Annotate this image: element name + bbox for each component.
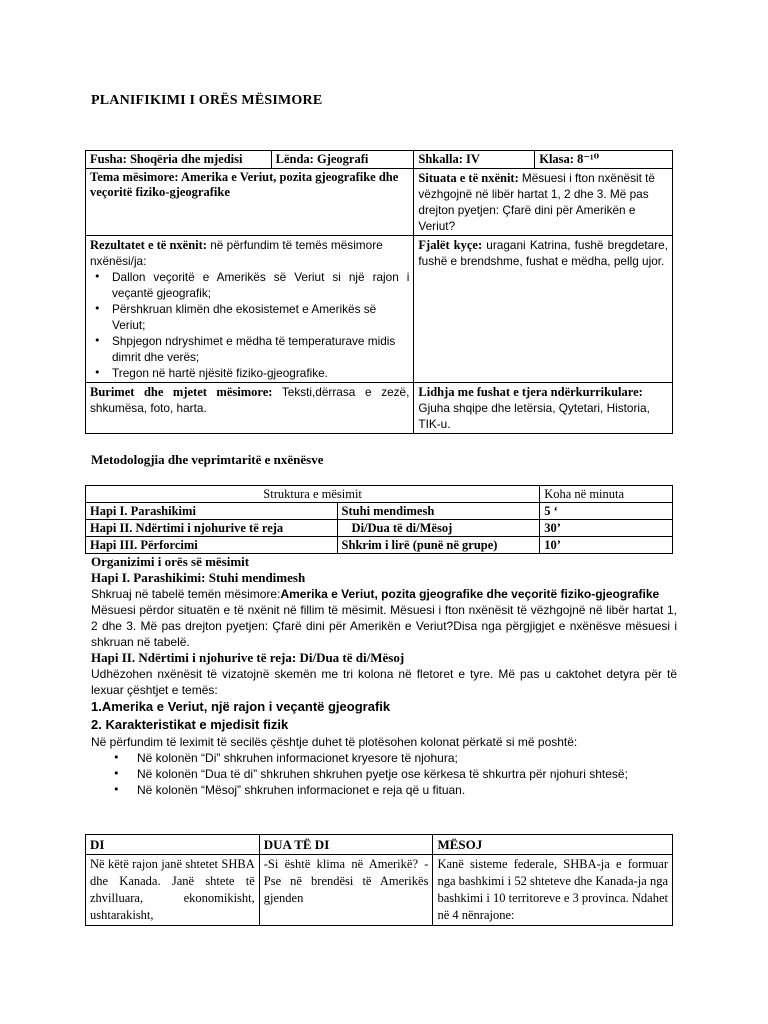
structure-header-row (86, 486, 673, 503)
burimet-label: Burimet dhe mjetet mësimore: (90, 385, 273, 399)
hapi1-topic: Amerika e Veriut, pozita gjeografike dhe veçoritë fiziko-gjeografike (280, 587, 660, 601)
mesoj-header: MËSOJ (433, 835, 673, 855)
kwl-instructions-list (91, 750, 677, 798)
step-cell: Hapi II. Ndërtimi i njohurive të reja (86, 520, 338, 537)
situata-text: Mësuesi i fton nxënësit të vëzhgojnë në libër hartat 1, 2 dhe 3. Më pas drejton pyetjen: Çfarë dini për Amerikën e Veriut? (418, 171, 655, 233)
time-cell: 10’ (540, 537, 673, 554)
structure-table (85, 485, 673, 554)
burimet-text: Teksti,dërrasa e zezë, shkumësa, foto, harta. (90, 385, 410, 415)
rezultatet-item: • Përshkruan klimën dhe ekosistemet e Amerikës së Veriut; (112, 301, 409, 333)
instruction-item: • Në kolonën “Di” shkruhen informacionet kryesore të njohura; (137, 750, 677, 766)
metodologjia-heading: Metodologjia dhe veprimtaritë e nxënësve (91, 452, 324, 467)
rezultatet-cell (86, 236, 414, 383)
situata-cell (414, 169, 673, 236)
time-cell: 5 ‘ (540, 503, 673, 520)
lidhja-label: Lidhja me fushat e tjera ndërkurrikulare: (418, 385, 643, 399)
mesoj-cell: Kanë sisteme federale, SHBA-ja e formuar nga bashkimi i 52 shteteve dhe Kanada-ja nga bashkimi i 10 territoreve e 3 provinca. Ndahet në 4 nënrajone: (433, 855, 673, 926)
page-title: PLANIFIKIMI I ORËS MËSIMORE (91, 93, 323, 108)
rezultatet-item: • Dallon veçoritë e Amerikës së Veriut si një rajon i veçantë gjeografik; (112, 269, 409, 301)
structure-row (86, 537, 673, 554)
time-cell: 30’ (540, 520, 673, 537)
tema-cell (86, 169, 414, 236)
instruction-item: • Në kolonën “Mësoj” shkruhen informacionet e reja që u fituan. (137, 782, 677, 798)
fusha-cell: Fusha: Shoqëria dhe mjedisi (86, 151, 272, 169)
lesson-body (91, 554, 677, 798)
step-cell: Hapi I. Parashikimi (86, 503, 338, 520)
lidhja-cell (414, 383, 673, 434)
structure-header: Struktura e mësimit (86, 486, 540, 503)
kwl-header-row (86, 835, 673, 855)
hapi2-heading: Hapi II. Ndërtimi i njohurive të reja: Di/Dua të di/Mësoj (91, 650, 405, 665)
structure-row (86, 503, 673, 520)
fjalet-text: uragani Katrina, fushë bregdetare, fushë e brendshme, fushat e mëdha, pellg ujor. (418, 238, 668, 268)
header-row-1 (86, 151, 673, 169)
shkalla-cell: Shkalla: IV (414, 151, 535, 169)
hapi1-lead: Shkruaj në tabelë temën mësimore: (91, 587, 281, 601)
method-cell: Di/Dua të di/Mësoj (337, 520, 540, 537)
method-cell: Stuhi mendimesh (337, 503, 540, 520)
step-cell: Hapi III. Përforcimi (86, 537, 338, 554)
klasa-cell: Klasa: 8⁻¹⁰ (535, 151, 673, 169)
structure-row (86, 520, 673, 537)
topic-2: 2. Karakteristikat e mjedisit fizik (91, 717, 289, 732)
header-row-4 (86, 383, 673, 434)
dua-header: DUA TË DI (259, 835, 433, 855)
rezultatet-label: Rezultatet e të nxënit: (90, 238, 207, 252)
topic-1: 1.Amerika e Veriut, një rajon i veçantë gjeografik (91, 699, 391, 714)
burimet-cell (86, 383, 414, 434)
header-row-2 (86, 169, 673, 236)
lesson-header-table (85, 150, 673, 434)
hapi1-paragraph-1 (91, 586, 677, 602)
hapi2-paragraph-1: Udhëzohen nxënësit të vizatojnë skemën me tri kolona në fletoret e tyre. Më pas u caktohet detyra për të lexuar çështjet e temës: (91, 667, 677, 697)
instruction-item: • Në kolonën “Dua të di” shkruhen shkruhen pyetje ose kërkesa të shkurtra për njohuri shtesë; (137, 766, 677, 782)
kwl-table (85, 834, 673, 926)
hapi1-paragraph-2: Mësuesi përdor situatën e të nxënit në fillim të mësimit. Mësuesi i fton nxënësit të vëzhgojnë në libër hartat 1, 2 dhe 3. Më pas drejton pyetjen: Çfarë dini për Amerikën e Veriut?Disa nga përgjigjet e nxënësve mësuesi i shkruan në tabelë. (91, 603, 677, 649)
lidhja-text: Gjuha shqipe dhe letërsia, Qytetari, Historia, TIK-u. (418, 401, 650, 431)
rezultatet-item: • Tregon në hartë njësitë fiziko-gjeografike. (112, 365, 409, 381)
organizimi-heading: Organizimi i orës së mësimit (91, 554, 250, 569)
situata-label: Situata e të nxënit: (418, 171, 519, 185)
fjalet-cell (414, 236, 673, 383)
rezultatet-list (90, 269, 409, 381)
dua-cell: -Si është klima në Amerikë? -Pse në brendësi të Amerikës gjenden (259, 855, 433, 926)
tema-text: Tema mësimore: Amerika e Veriut, pozita gjeografike dhe veçoritë fiziko-gjeografike (90, 170, 399, 199)
time-header: Koha në minuta (540, 486, 673, 503)
di-cell: Në këtë rajon janë shtetet SHBA dhe Kanada. Janë shtete të zhvilluara, ekonomikisht, ushtarakisht, (86, 855, 260, 926)
rezultatet-item: • Shpjegon ndryshimet e mëdha të temperaturave midis dimrit dhe verës; (112, 333, 409, 365)
header-row-3 (86, 236, 673, 383)
rezultatet-text: në përfundim të temës mësimore nxënësi/ja: (90, 238, 383, 268)
hapi2-paragraph-2: Në përfundim të leximit të secilës çështje duhet të plotësohen kolonat përkatë si më poshtë: (91, 735, 578, 749)
di-header: DI (86, 835, 260, 855)
hapi1-heading: Hapi I. Parashikimi: Stuhi mendimesh (91, 570, 306, 585)
method-cell: Shkrim i lirë (punë në grupe) (337, 537, 540, 554)
kwl-content-row (86, 855, 673, 926)
lenda-cell: Lënda: Gjeografi (271, 151, 414, 169)
fjalet-label: Fjalët kyçe: (418, 238, 483, 252)
